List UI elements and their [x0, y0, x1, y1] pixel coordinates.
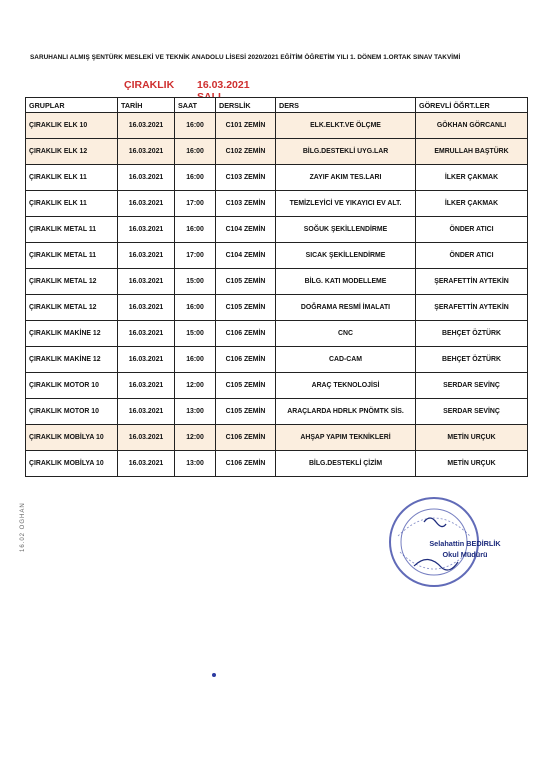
column-header-ogretmen: GÖREVLİ ÖĞRT.LER — [416, 98, 528, 113]
cell-course: ZAYIF AKIM TES.LARI — [276, 165, 416, 191]
cell-room: C103 ZEMİN — [216, 191, 276, 217]
column-header-gruplar: GRUPLAR — [26, 98, 118, 113]
table-row — [26, 191, 528, 217]
cell-room: C105 ZEMİN — [216, 399, 276, 425]
cell-group: ÇIRAKLIK ELK 10 — [26, 113, 118, 139]
cell-room: C105 ZEMİN — [216, 269, 276, 295]
cell-course: CNC — [276, 321, 416, 347]
cell-group: ÇIRAKLIK METAL 12 — [26, 269, 118, 295]
cell-date: 16.03.2021 — [118, 321, 175, 347]
cell-teacher: İLKER ÇAKMAK — [416, 165, 528, 191]
cell-course: BİLG.DESTEKLİ ÇİZİM — [276, 451, 416, 477]
cell-date: 16.03.2021 — [118, 139, 175, 165]
cell-date: 16.03.2021 — [118, 399, 175, 425]
cell-teacher: ŞERAFETTİN AYTEKİN — [416, 295, 528, 321]
cell-time: 16:00 — [175, 113, 216, 139]
table-row — [26, 321, 528, 347]
cell-room: C104 ZEMİN — [216, 243, 276, 269]
cell-course: TEMİZLEYİCİ VE YIKAYICI EV ALT. — [276, 191, 416, 217]
cell-course: BİLG.DESTEKLİ UYG.LAR — [276, 139, 416, 165]
cell-date: 16.03.2021 — [118, 191, 175, 217]
cell-time: 16:00 — [175, 165, 216, 191]
table-row — [26, 243, 528, 269]
cell-room: C104 ZEMİN — [216, 217, 276, 243]
cell-teacher: ŞERAFETTİN AYTEKİN — [416, 269, 528, 295]
cell-course: SICAK ŞEKİLLENDİRME — [276, 243, 416, 269]
cell-time: 16:00 — [175, 347, 216, 373]
table-row — [26, 165, 528, 191]
cell-teacher: GÖKHAN GÖRCANLI — [416, 113, 528, 139]
principal-title: Okul Müdürü — [442, 550, 488, 559]
cell-teacher: EMRULLAH BAŞTÜRK — [416, 139, 528, 165]
cell-teacher: ÖNDER ATICI — [416, 217, 528, 243]
cell-date: 16.03.2021 — [118, 243, 175, 269]
cell-date: 16.03.2021 — [118, 425, 175, 451]
cell-teacher: BEHÇET ÖZTÜRK — [416, 321, 528, 347]
cell-room: C105 ZEMİN — [216, 373, 276, 399]
cell-teacher: BEHÇET ÖZTÜRK — [416, 347, 528, 373]
cell-course: BİLG. KATI MODELLEME — [276, 269, 416, 295]
table-row — [26, 347, 528, 373]
column-header-derslik: DERSLİK — [216, 98, 276, 113]
cell-time: 12:00 — [175, 425, 216, 451]
principal-signoff — [420, 538, 510, 560]
cell-teacher: İLKER ÇAKMAK — [416, 191, 528, 217]
cell-group: ÇIRAKLIK MOTOR 10 — [26, 373, 118, 399]
cell-group: ÇIRAKLIK METAL 11 — [26, 243, 118, 269]
cell-date: 16.03.2021 — [118, 113, 175, 139]
cell-room: C106 ZEMİN — [216, 321, 276, 347]
cell-time: 16:00 — [175, 217, 216, 243]
ink-mark — [212, 673, 216, 677]
table-row — [26, 269, 528, 295]
exam-schedule-table — [25, 97, 528, 477]
margin-fax-text: 16.02 OGHAN — [20, 502, 26, 552]
cell-room: C103 ZEMİN — [216, 165, 276, 191]
table-row — [26, 113, 528, 139]
column-header-tarih: TARİH — [118, 98, 175, 113]
table-row — [26, 295, 528, 321]
table-row — [26, 399, 528, 425]
cell-teacher: SERDAR SEVİNÇ — [416, 399, 528, 425]
column-header-saat: SAAT — [175, 98, 216, 113]
cell-teacher: METİN URÇUK — [416, 451, 528, 477]
cell-date: 16.03.2021 — [118, 269, 175, 295]
cell-group: ÇIRAKLIK ELK 11 — [26, 191, 118, 217]
cell-room: C101 ZEMİN — [216, 113, 276, 139]
cell-course: ELK.ELKT.VE ÖLÇME — [276, 113, 416, 139]
cell-time: 12:00 — [175, 373, 216, 399]
cell-date: 16.03.2021 — [118, 217, 175, 243]
document-header: SARUHANLI ALMIŞ ŞENTÜRK MESLEKİ VE TEKNİK ANADOLU LİSESİ 2020/2021 EĞİTİM ÖĞRETİM YILI 1. DÖNEM 1.ORTAK SINAV TAKVİMİ — [30, 54, 461, 61]
cell-time: 13:00 — [175, 399, 216, 425]
cell-teacher: METİN URÇUK — [416, 425, 528, 451]
cell-group: ÇIRAKLIK MAKİNE 12 — [26, 347, 118, 373]
cell-date: 16.03.2021 — [118, 165, 175, 191]
cell-time: 13:00 — [175, 451, 216, 477]
cell-time: 17:00 — [175, 191, 216, 217]
cell-group: ÇIRAKLIK MAKİNE 12 — [26, 321, 118, 347]
table-row — [26, 451, 528, 477]
cell-group: ÇIRAKLIK MOTOR 10 — [26, 399, 118, 425]
cell-course: CAD-CAM — [276, 347, 416, 373]
cell-time: 16:00 — [175, 139, 216, 165]
cell-course: DOĞRAMA RESMİ İMALATI — [276, 295, 416, 321]
cell-room: C106 ZEMİN — [216, 451, 276, 477]
table-row — [26, 373, 528, 399]
table-header-row — [26, 98, 528, 113]
table-row — [26, 217, 528, 243]
cell-date: 16.03.2021 — [118, 347, 175, 373]
cell-date: 16.03.2021 — [118, 451, 175, 477]
cell-group: ÇIRAKLIK ELK 11 — [26, 165, 118, 191]
cell-room: C105 ZEMİN — [216, 295, 276, 321]
subtitle-date: 16.03.2021 — [197, 79, 250, 91]
cell-room: C102 ZEMİN — [216, 139, 276, 165]
cell-teacher: SERDAR SEVİNÇ — [416, 373, 528, 399]
cell-group: ÇIRAKLIK METAL 11 — [26, 217, 118, 243]
cell-group: ÇIRAKLIK ELK 12 — [26, 139, 118, 165]
cell-group: ÇIRAKLIK MOBİLYA 10 — [26, 425, 118, 451]
column-header-ders: DERS — [276, 98, 416, 113]
cell-date: 16.03.2021 — [118, 295, 175, 321]
principal-name: Selahattin BEDİRLİK — [429, 539, 501, 548]
cell-group: ÇIRAKLIK METAL 12 — [26, 295, 118, 321]
cell-course: ARAÇ TEKNOLOJİSİ — [276, 373, 416, 399]
cell-room: C106 ZEMİN — [216, 347, 276, 373]
cell-group: ÇIRAKLIK MOBİLYA 10 — [26, 451, 118, 477]
cell-date: 16.03.2021 — [118, 373, 175, 399]
cell-course: AHŞAP YAPIM TEKNİKLERİ — [276, 425, 416, 451]
table-row — [26, 139, 528, 165]
cell-time: 17:00 — [175, 243, 216, 269]
cell-course: ARAÇLARDA HDRLK PNÖMTK SİS. — [276, 399, 416, 425]
cell-time: 15:00 — [175, 321, 216, 347]
cell-room: C106 ZEMİN — [216, 425, 276, 451]
table-row — [26, 425, 528, 451]
cell-time: 15:00 — [175, 269, 216, 295]
subtitle-kind: ÇIRAKLIK — [124, 79, 175, 91]
cell-course: SOĞUK ŞEKİLLENDİRME — [276, 217, 416, 243]
cell-time: 16:00 — [175, 295, 216, 321]
cell-teacher: ÖNDER ATICI — [416, 243, 528, 269]
